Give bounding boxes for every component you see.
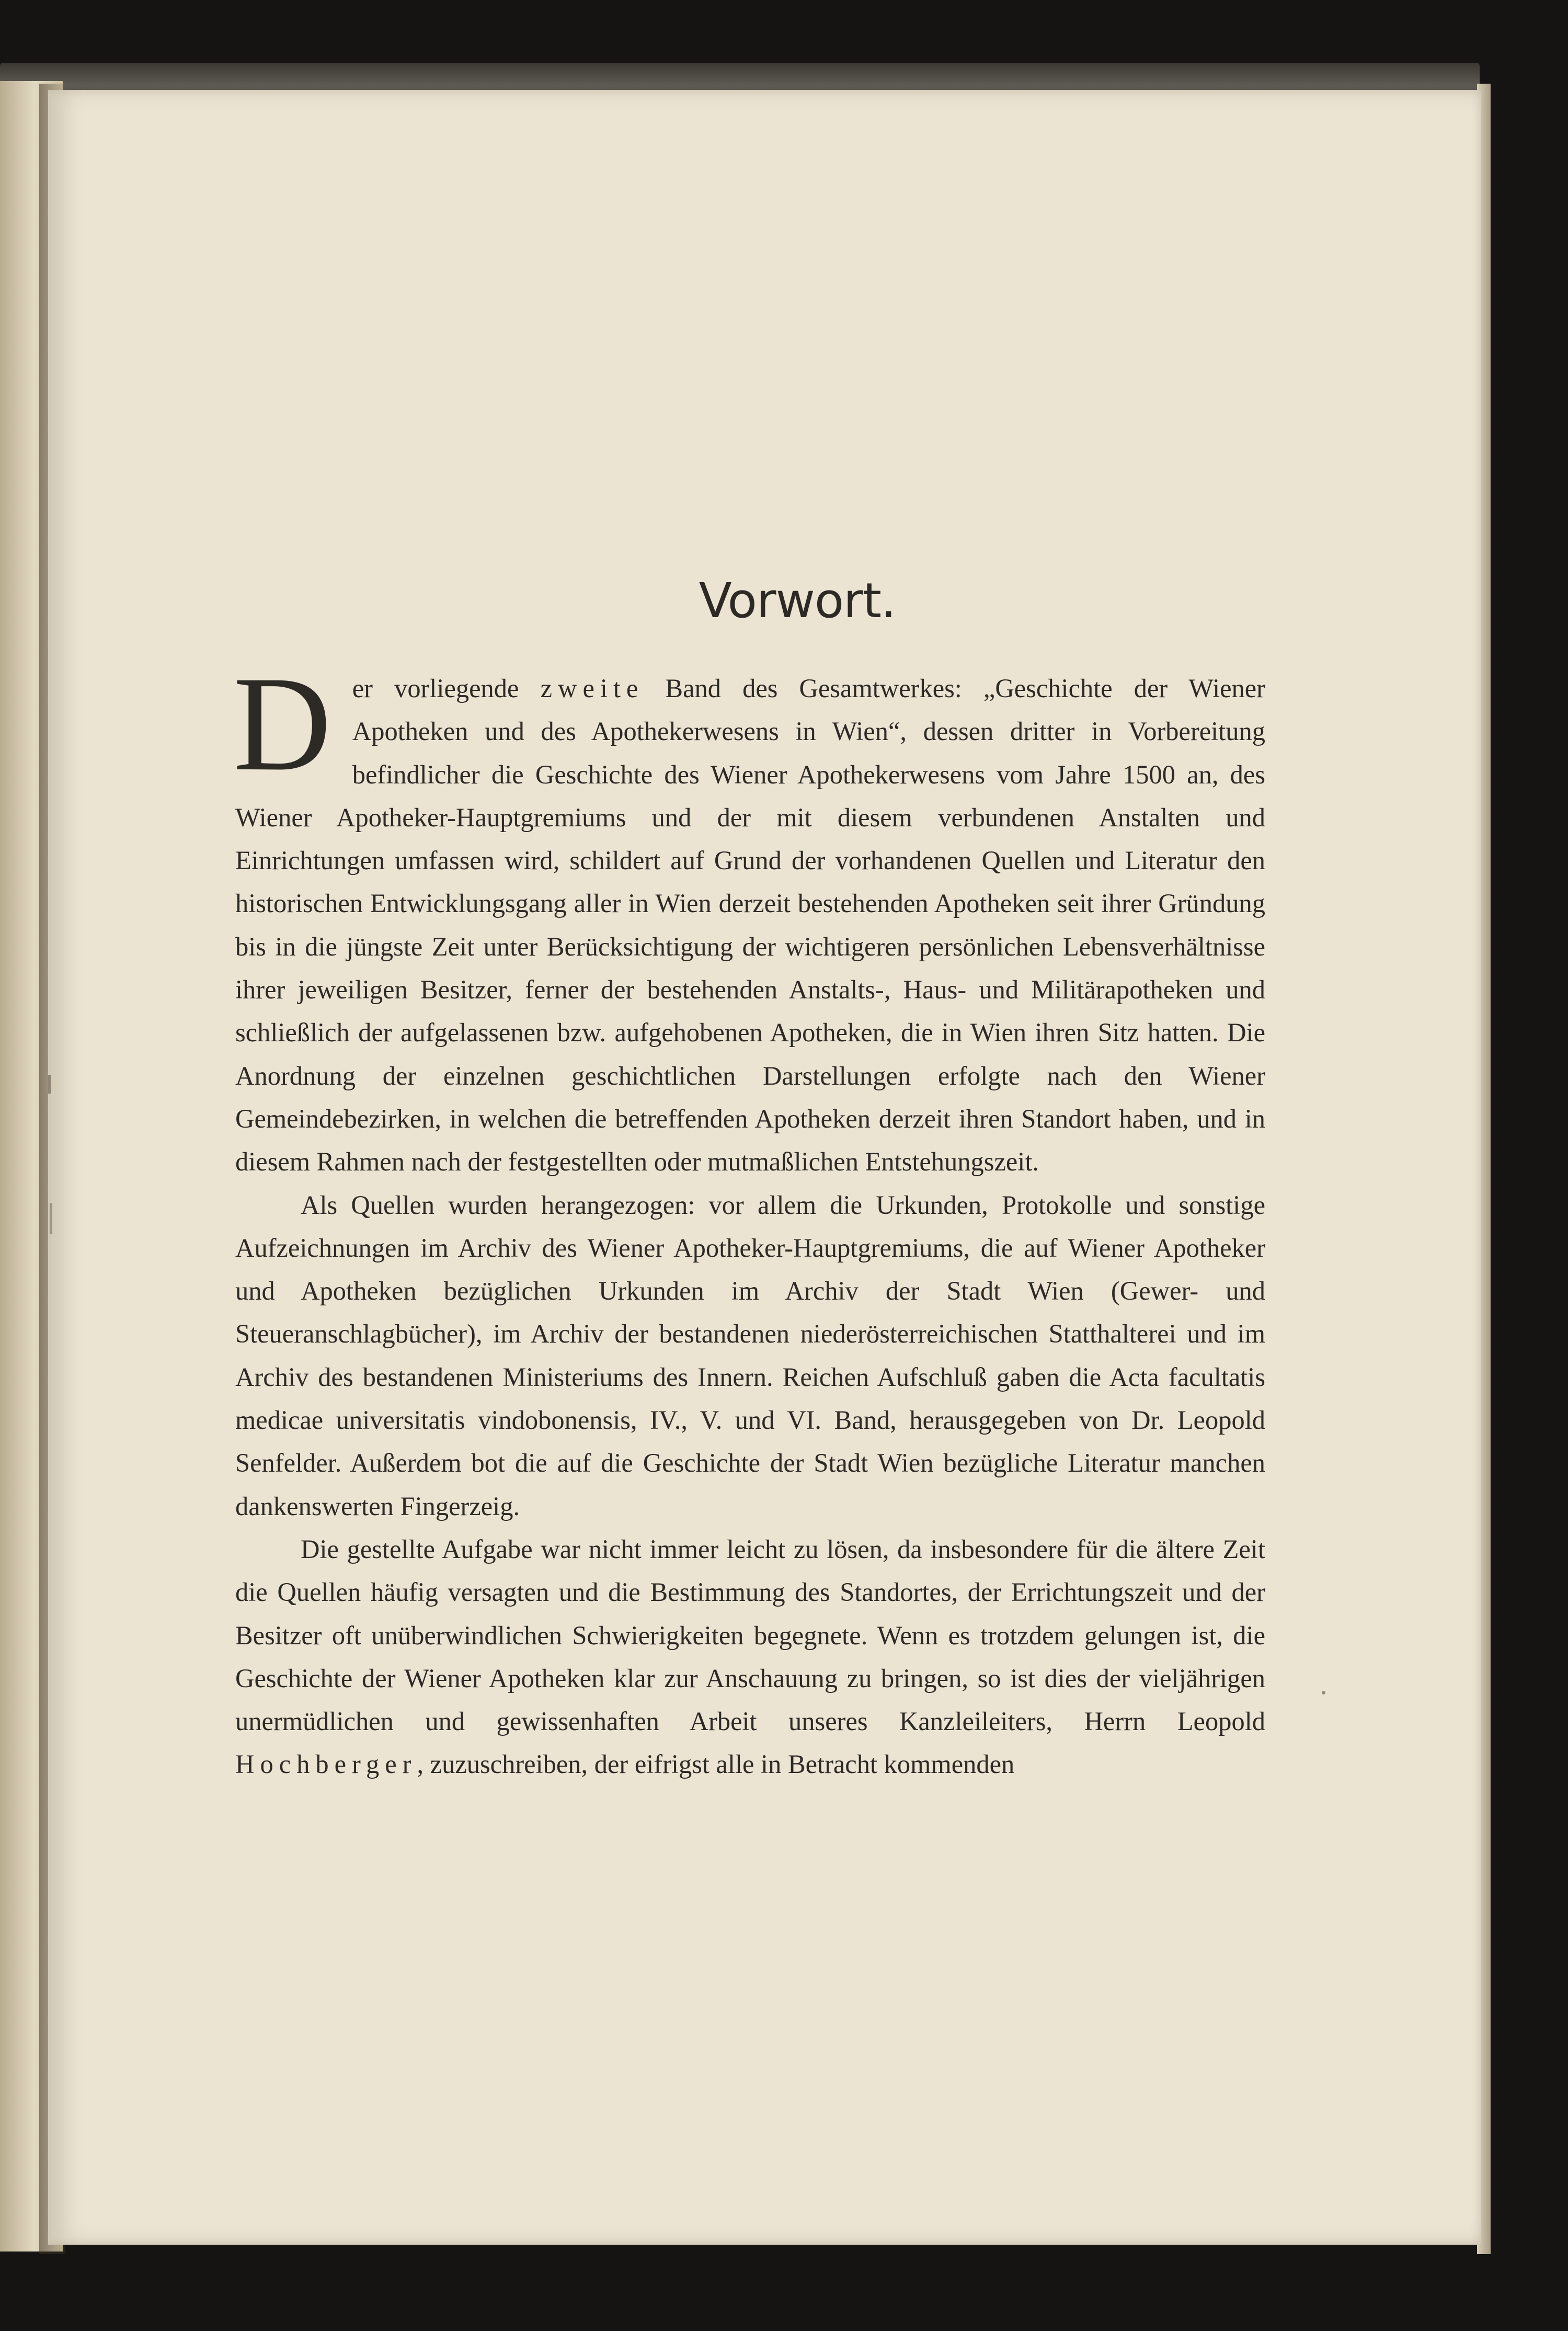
paragraph-3-text-a: Die gestellte Aufgabe war nicht immer leicht zu lösen, da insbesondere für die ältere Zeit die Quellen häufig versagten und die Bestimmung des Standortes, der Errichtungszeit und der Besitzer oft unüberwindlichen Schwierigkeiten begegnete. Wenn es trotzdem gelungen ist, die Geschichte der Wiener Apotheken klar zur Anschauung zu bringen, so ist dies der vieljährigen unermüdlichen und gewissenhaften Arbeit unseres Kanzleileiters, Herrn Leopold	[235, 1534, 1265, 1736]
paragraph-3	[235, 1528, 1265, 1786]
paper-speck	[1322, 1691, 1325, 1695]
paragraph-1-text-a: er vorliegende	[352, 674, 541, 703]
paragraph-1-text-b: Band des Gesamtwerkes: „Geschichte der Wiener Apotheken und des Apothekerwesens in Wien“, dessen dritter in Vorbereitung befindlicher die Geschichte des Wiener Apothekerwesens vom Jahre 1500 an, des Wiener Apotheker-Hauptgremiums und der mit diesem verbundenen Anstalten und Einrichtungen umfassen wird, schildert auf Grund der vorhandenen Quellen und Literatur den historischen Entwicklungsgang aller in Wien derzeit bestehenden Apotheken seit ihrer Gründung bis in die jüngste Zeit unter Berücksichtigung der wichtigeren persönlichen Lebensverhältnisse ihrer jeweiligen Besitzer, ferner der bestehenden Anstalts-, Haus- und Militärapotheken und schließlich der aufgelassenen bzw. aufgehobenen Apotheken, die in Wien ihren Sitz hatten. Die Anordnung der einzelnen geschichtlichen Darstellungen erfolgte nach den Wiener Gemeindebezirken, in welchen die betreffenden Apotheken derzeit ihren Standort haben, und in diesem Rahmen nach der festgestellten oder mutmaßlichen Entstehungszeit.	[235, 674, 1265, 1177]
drop-cap: D	[233, 649, 331, 799]
paragraph-3-text-b: , zuzuschreiben, der eifrigst alle in Betracht kommenden	[417, 1749, 1015, 1779]
page-title: Vorwort.	[699, 573, 896, 629]
paragraph-2: Als Quellen wurden herangezogen: vor allem die Urkunden, Protokolle und sonstige Aufzeichnungen im Archiv des Wiener Apotheker-Hauptgremiums, die auf Wiener Apotheker und Apotheken bezüglichen Urkunden im Archiv der Stadt Wien (Gewer- und Steueranschlagbücher), im Archiv der bestandenen niederösterreichischen Statthalterei und im Archiv des bestandenen Ministeriums des Innern. Reichen Aufschluß gaben die Acta facultatis medicae universitatis vindobonensis, IV., V. und VI. Band, herausgegeben von Dr. Leopold Senfelder. Außerdem bot die auf die Geschichte der Stadt Wien bezügliche Literatur manchen dankenswerten Fingerzeig.	[235, 1190, 1265, 1521]
spaced-word: zweite	[540, 674, 644, 703]
paper-speck	[50, 1203, 52, 1234]
paragraph-1	[233, 649, 1265, 1184]
paper-speck	[48, 1075, 51, 1094]
spaced-name: Hochberger	[235, 1749, 417, 1779]
body-text	[233, 649, 1265, 1786]
